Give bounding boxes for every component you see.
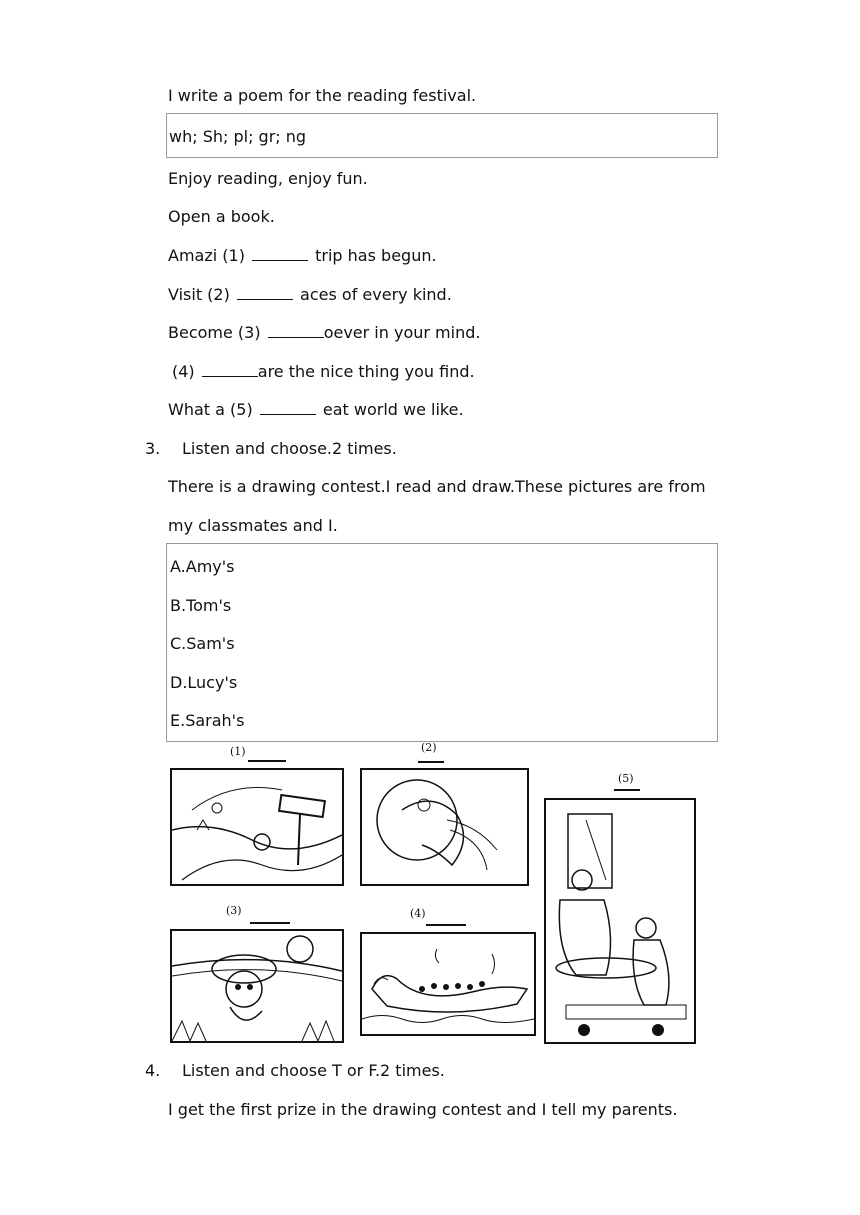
picture-4-dragon-boat [360, 932, 536, 1036]
picture-1-label: (1) [230, 745, 246, 758]
picture-4-label: (4) [410, 907, 426, 920]
poem-line-4 [168, 285, 452, 305]
question-3-text-line-1: There is a drawing contest.I read and draw.These pictures are from [168, 477, 706, 496]
poem-line-6 [172, 362, 475, 382]
option-b: B.Tom's [170, 596, 232, 615]
option-d: D.Lucy's [170, 673, 238, 692]
poem-line-3-end: trip has begun. [315, 246, 437, 265]
poem-line-5-start: Become (3) [168, 323, 261, 342]
picture-4-answer-line[interactable] [426, 924, 466, 926]
question-3-number: 3. [145, 439, 161, 458]
picture-2-label: (2) [421, 741, 437, 754]
question-4-number: 4. [145, 1061, 161, 1080]
answer-blank-4[interactable] [202, 362, 258, 377]
picture-3-label: (3) [226, 904, 242, 917]
picture-2-answer-line[interactable] [418, 761, 444, 763]
poem-line-7-start: What a (5) [168, 400, 253, 419]
options-box [166, 543, 718, 742]
poem-line-7-end: eat world we like. [322, 400, 464, 419]
question-3-text-line-2: my classmates and I. [168, 516, 338, 535]
poem-line-4-end: aces of every kind. [300, 285, 452, 304]
poem-line-3-start: Amazi (1) [168, 246, 245, 265]
poem-line-1: Enjoy reading, enjoy fun. [168, 169, 368, 188]
poem-intro: I write a poem for the reading festival. [168, 86, 477, 105]
picture-5-teacher-student [544, 798, 696, 1044]
option-a: A.Amy's [170, 557, 235, 576]
poem-line-2: Open a book. [168, 207, 275, 226]
picture-5-answer-line[interactable] [614, 789, 640, 791]
poem-line-4-start: Visit (2) [168, 285, 230, 304]
poem-line-5 [168, 323, 480, 343]
option-c: C.Sam's [170, 634, 235, 653]
answer-blank-3[interactable] [268, 323, 324, 338]
poem-line-5-end: oever in your mind. [323, 323, 481, 342]
answer-blank-2[interactable] [237, 285, 293, 300]
poem-line-6-end: are the nice thing you find. [257, 362, 475, 381]
picture-5-label: (5) [618, 772, 634, 785]
poem-line-3 [168, 246, 437, 266]
picture-2-moon-lady [360, 768, 529, 886]
answer-blank-5[interactable] [260, 400, 316, 415]
poem-line-6-start: (4) [172, 362, 195, 381]
poem-line-7 [168, 400, 464, 420]
picture-3-answer-line[interactable] [250, 922, 290, 924]
question-4-title: Listen and choose T or F.2 times. [182, 1061, 445, 1080]
picture-1-answer-line[interactable] [248, 760, 286, 762]
word-bank-box [166, 113, 718, 158]
option-e: E.Sarah's [170, 711, 245, 730]
word-bank-text: wh; Sh; pl; gr; ng [169, 127, 307, 146]
question-4-text-line-1: I get the first prize in the drawing contest and I tell my parents. [168, 1100, 678, 1119]
picture-1-climbing [170, 768, 344, 886]
answer-blank-1[interactable] [252, 246, 308, 261]
picture-3-girl-reading [170, 929, 344, 1043]
question-3-title: Listen and choose.2 times. [182, 439, 397, 458]
